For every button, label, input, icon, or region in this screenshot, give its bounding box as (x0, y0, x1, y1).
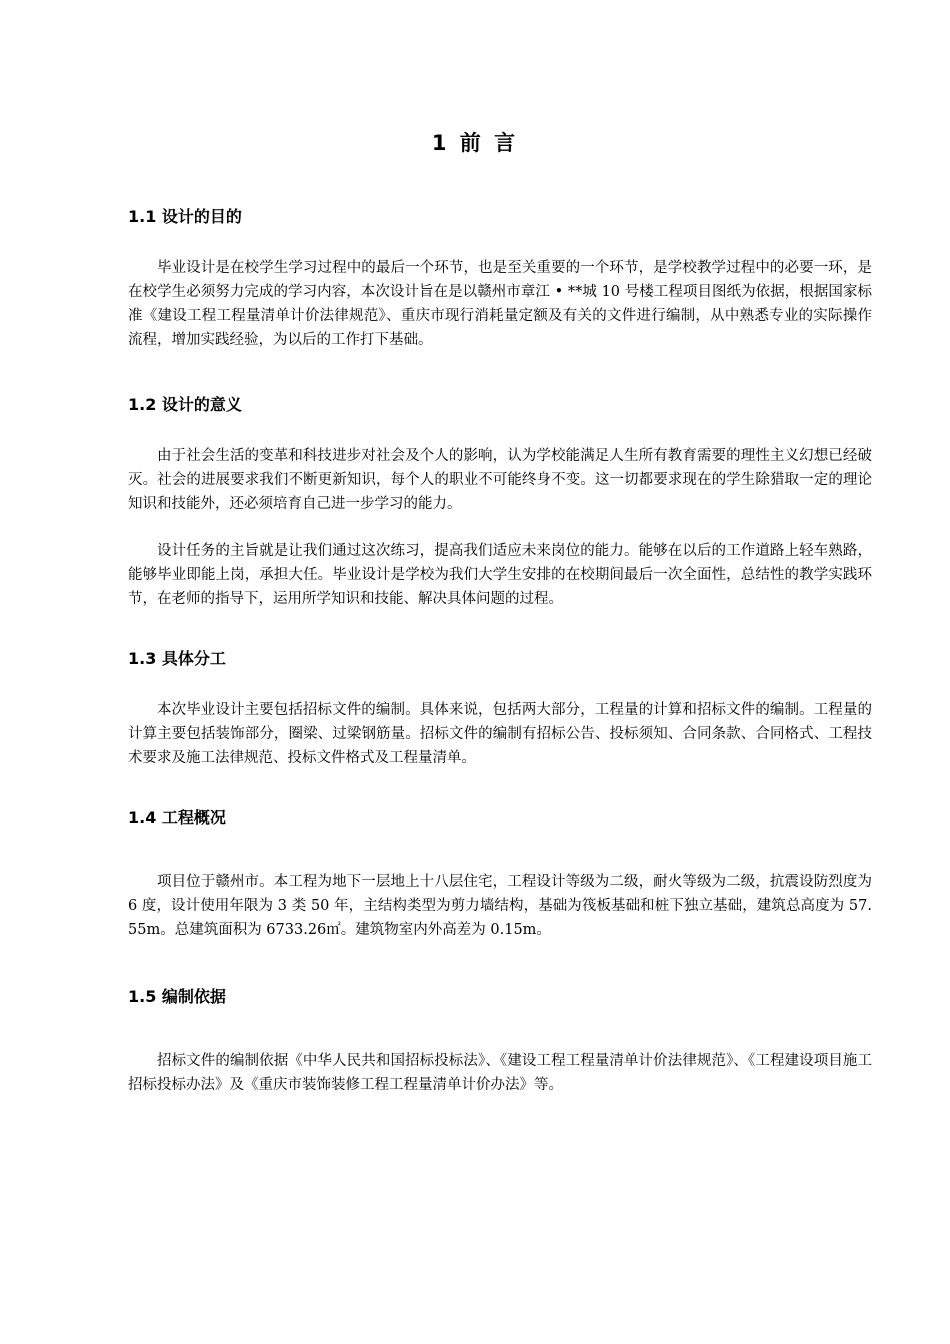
section-heading-1-1: 1.1 设计的目的 (128, 207, 242, 226)
section-heading-1-3: 1.3 具体分工 (128, 649, 226, 668)
paragraph-1-2-1: 由于社会生活的变革和科技进步对社会及个人的影响，认为学校能满足人生所有教育需要的理性主义幻想已经破灭。社会的进展要求我们不断更新知识，每个人的职业不可能终身不变。这一切都要求现在的学生除猎取一定的理论知识和技能外，还必须培育自己进一步学习的能力。 (128, 448, 872, 512)
paragraph-1-2-2: 设计任务的主旨就是让我们通过这次练习，提高我们适应未来岗位的能力。能够在以后的工作道路上轻车熟路，能够毕业即能上岗，承担大任。毕业设计是学校为我们大学生安排的在校期间最后一次全面性，总结性的教学实践环节，在老师的指导下，运用所学知识和技能、解决具体问题的过程。 (128, 543, 872, 607)
paragraph-1-5-1: 招标文件的编制依据《中华人民共和国招标投标法》、《建设工程工程量清单计价法律规范》、《工程建设项目施工招标投标办法》及《重庆市装饰装修工程工程量清单计价办法》等。 (128, 1053, 872, 1093)
section-heading-1-2: 1.2 设计的意义 (128, 395, 242, 414)
paragraph-1-3-1: 本次毕业设计主要包括招标文件的编制。具体来说，包括两大部分，工程量的计算和招标文件的编制。工程量的计算主要包括装饰部分，圈梁、过梁钢筋量。招标文件的编制有招标公告、投标须知、合同条款、合同格式、工程技术要求及施工法律规范、投标文件格式及工程量清单。 (128, 702, 872, 766)
section-heading-1-4: 1.4 工程概况 (128, 808, 226, 827)
section-heading-1-5: 1.5 编制依据 (128, 987, 226, 1006)
paragraph-1-1-1: 毕业设计是在校学生学习过程中的最后一个环节，也是至关重要的一个环节，是学校教学过程中的必要一环，是在校学生必须努力完成的学习内容，本次设计旨在是以赣州市章江 • **城 10 号楼工程项目图纸为依据，根据国家标准《建设工程工程量清单计价法律规范》、重庆市现行消耗量定额及有关的文件进行编制，从中熟悉专业的实际操作流程，增加实践经验，为以后的工作打下基础。 (128, 260, 872, 348)
chapter-title: 1 前 言 (431, 131, 519, 155)
paragraph-1-4-1: 项目位于赣州市。本工程为地下一层地上十八层住宅，工程设计等级为二级，耐火等级为二级，抗震设防烈度为 6 度，设计使用年限为 3 类 50 年，主结构类型为剪力墙结构，基础为筏板基础和桩下独立基础，建筑总高度为 57.55m。总建筑面积为 6733.26㎡。建筑物室内外高差为 0.15m。 (128, 874, 872, 938)
